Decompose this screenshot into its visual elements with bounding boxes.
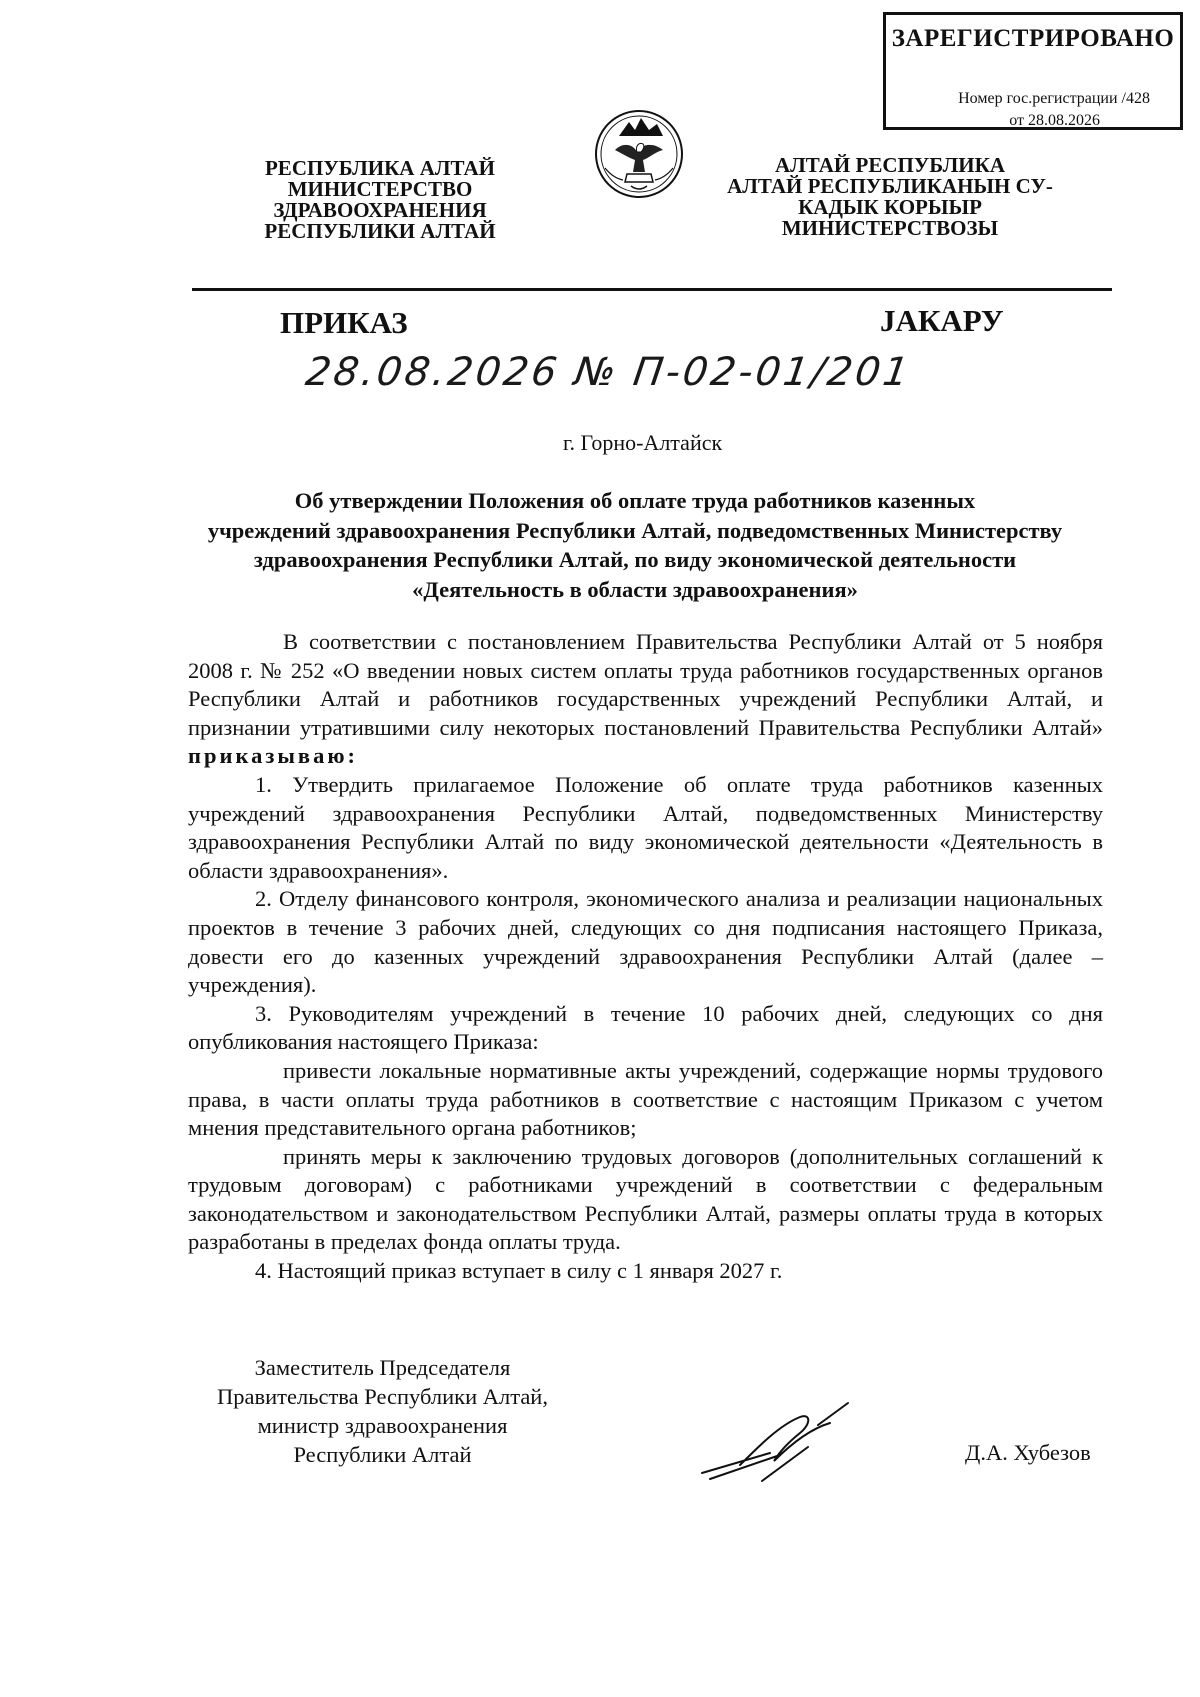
signatory-position: [200, 1353, 565, 1469]
header-right-ministry: [720, 155, 1060, 239]
republic-altai-coat-of-arms-icon: [583, 108, 695, 200]
header-left-line: ЗДРАВООХРАНЕНИЯ: [273, 198, 487, 222]
order-word: приказываю:: [188, 743, 359, 769]
title-line: здравоохранения Республики Алтай, по виду экономической деятельности: [253, 547, 1017, 572]
preamble-text: В соответствии с постановлением Правительства Республики Алтай от 5 ноября 2008 г. № 252 «О введении новых систем оплаты труда работников государственных органов Республики Алтай и работников государственных учреждений Республики Алтай, и признании утратившими силу некоторых постановлений Правительства Республики Алтай»: [188, 629, 1103, 740]
header-left-line: РЕСПУБЛИКИ АЛТАЙ: [264, 219, 496, 243]
document-type-altai: ЈАКАРУ: [880, 303, 1004, 338]
document-title: [170, 486, 1100, 604]
header-right-line: МИНИСТЕРСТВОЗЫ: [781, 216, 999, 240]
registration-number: Номер гос.регистрации /428: [958, 90, 1150, 107]
city-line: г. Горно-Алтайск: [563, 430, 723, 455]
registration-stamp-title: ЗАРЕГИСТРИРОВАНО: [891, 25, 1175, 52]
signatory-line: Правительства Республики Алтай,: [217, 1384, 548, 1409]
header-left-ministry: [250, 158, 510, 242]
header-left-line: МИНИСТЕРСТВО: [287, 177, 473, 201]
order-item: 4. Настоящий приказ вступает в силу с 1 января 2027 г.: [255, 1258, 783, 1284]
order-item: 2. Отделу финансового контроля, экономического анализа и реализации национальных проектов в течение 3 рабочих дней, следующих со дня подписания настоящего Приказа, довести его до казенных учреждений здравоохранения Республики Алтай (далее – учреждения).: [188, 886, 1103, 998]
title-line: Об утверждении Положения об оплате труда работников казенных: [294, 488, 976, 513]
header-left-line: РЕСПУБЛИКА АЛТАЙ: [264, 156, 495, 180]
order-sub-item: принять меры к заключению трудовых договоров (дополнительных соглашений к трудовым договорам) с работниками учреждений в соответствии с федеральным законодательством и законодательством Республики Алтай, размеры оплаты труда в которых разработаны в пределах фонда оплаты труда.: [188, 1143, 1103, 1255]
header-right-line: КАДЫК КОРЫЫР: [798, 195, 982, 219]
order-item: 1. Утвердить прилагаемое Положение об оплате труда работников казенных учреждений здравоохранения Республики Алтай, подведомственных Министерству здравоохранения Республики Алтай по виду экономической деятельности «Деятельность в области здравоохранения».: [188, 771, 1103, 883]
handwritten-order-number: 28.08.2026 № П-02-01/201: [302, 350, 915, 395]
document-type-ru: ПРИКАЗ: [280, 305, 408, 340]
order-sub-item: привести локальные нормативные акты учреждений, содержащие нормы трудового права, в части оплаты труда работников в соответствие с настоящим Приказом с учетом мнения представительного органа работников;: [188, 1057, 1103, 1141]
signatory-line: Заместитель Председателя: [254, 1355, 511, 1380]
header-divider: [192, 288, 1112, 291]
signatory-line: Республики Алтай: [293, 1442, 472, 1467]
header-right-line: АЛТАЙ РЕСПУБЛИКА: [774, 153, 1005, 177]
preamble-paragraph: [188, 628, 1103, 771]
header-right-line: АЛТАЙ РЕСПУБЛИКАНЫН СУ-: [727, 174, 1053, 198]
title-line: «Деятельность в области здравоохранения»: [412, 576, 858, 602]
handwritten-signature: [700, 1395, 850, 1495]
title-line: учреждений здравоохранения Республики Алтай, подведомственных Министерству: [207, 517, 1063, 543]
signatory-line: министр здравоохранения: [257, 1413, 508, 1438]
order-item: 3. Руководителям учреждений в течение 10 рабочих дней, следующих со дня опубликования настоящего Приказа:: [188, 1000, 1103, 1055]
registration-stamp: [883, 12, 1183, 130]
document-body: [188, 628, 1103, 1286]
registration-date: от 28.08.2026: [1009, 112, 1100, 129]
signer-name: Д.А. Хубезов: [965, 1440, 1091, 1465]
